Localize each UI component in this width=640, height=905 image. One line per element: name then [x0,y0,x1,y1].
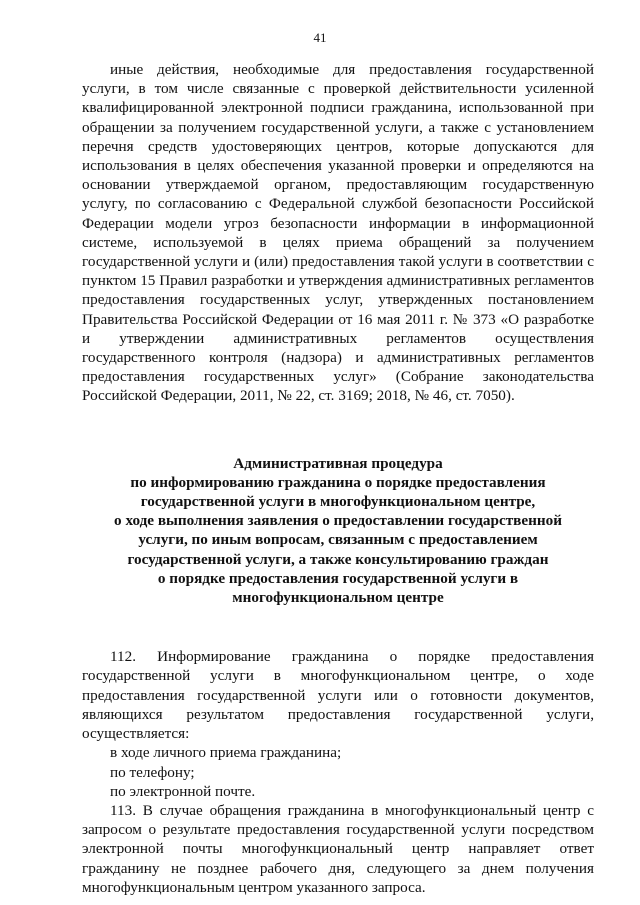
heading-line: Административная процедура [233,454,443,472]
section-heading [82,454,594,608]
page-number: 41 [313,30,327,45]
heading-line: о порядке предоставления государственной услуги в [157,569,519,587]
list-item: по электронной почте. [110,782,256,800]
heading-line: государственной услуги, а также консультированию граждан [127,550,549,568]
intro-paragraph: иные действия, необходимые для предоставления государственной услуги, в том числе связанные с проверкой действительности усиленной квалифицированной электронной подписи гражданина, использованной при обращении за получением государственной услуги, а также с установлением перечня средств удостоверяющих центров, которые допускаются для использования в целях обеспечения указанной проверки и определяются на основании утверждаемой органом, предоставляющим государственную услугу, по согласованию с Федеральной службой безопасности Российской Федерации модели угроз безопасности информации в информационной системе, используемой в целях приема обращений за получением государственной услуги и (или) предоставления такой услуги в соответствии с пунктом 15 Правил разработки и утверждения административных регламентов предоставления государственных услуг, утвержденных постановлением Правительства Российской Федерации от 16 мая 2011 г. № 373 «О разработке и утверждении административных регламентов осуществления государственного контроля (надзора) и административных регламентов предоставления государственных услуг» (Собрание законодательства Российской Федерации, 2011, № 22, ст. 3169; 2018, № 46, ст. 7050). [82,61,594,405]
heading-line: государственной услуги в многофункциональном центре, [140,493,536,511]
page-content [82,60,594,897]
list-item: в ходе личного приема гражданина; [110,744,342,762]
paragraph-113: 113. В случае обращения гражданина в многофункциональный центр с запросом о результате предоставления государственной услуги посредством электронной почты многофункциональный центр направляет ответ гражданину не позднее рабочего дня, следующего за днем получения многофункциональным центром указанного запроса. [82,801,594,896]
paragraph-112: 112. Информирование гражданина о порядке предоставления государственной услуги в многофункциональном центре, о ходе предоставления государственной услуги или о готовности документов, являющихся результатом предоставления государственной услуги, осуществляется: [82,648,594,743]
list-item: по телефону; [110,763,195,781]
heading-line: по информированию гражданина о порядке предоставления [130,473,546,491]
spacer [82,607,594,647]
heading-line: многофункциональном центре [232,589,444,607]
heading-line: услуги, по иным вопросам, связанным с предоставлением [138,531,538,549]
heading-line: о ходе выполнения заявления о предоставлении государственной [114,512,562,530]
